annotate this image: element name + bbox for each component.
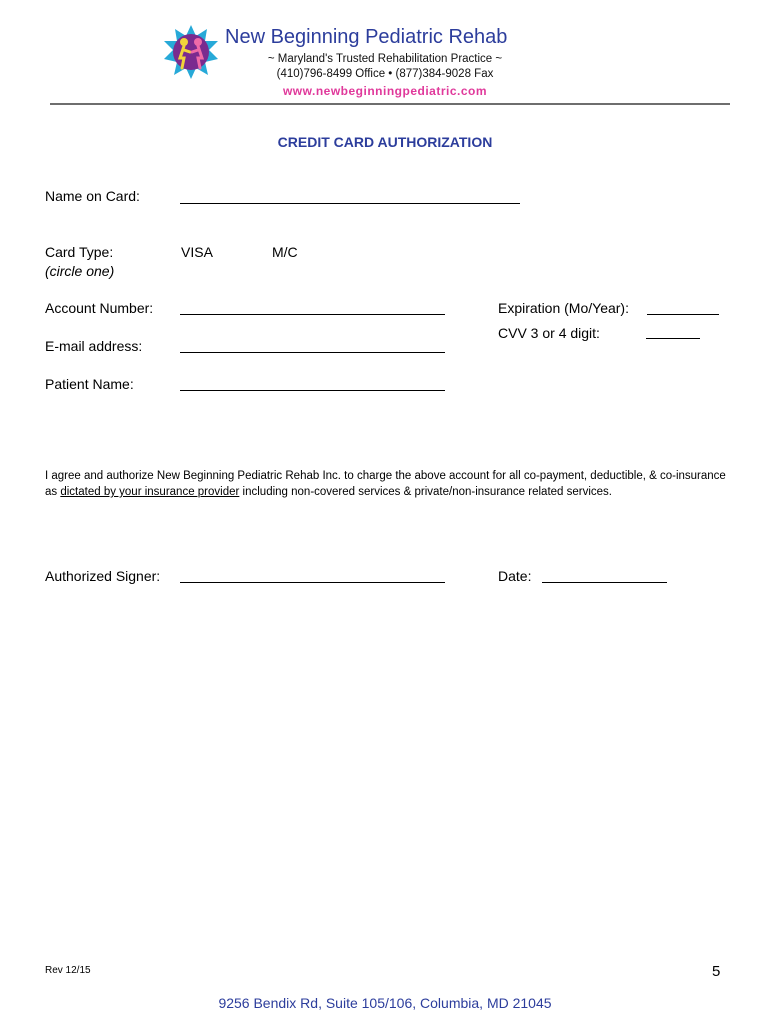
account-number-field[interactable] <box>180 314 445 315</box>
card-type-hint: (circle one) <box>45 263 115 279</box>
patient-name-label: Patient Name: <box>45 376 134 392</box>
authorization-agreement-text <box>45 468 735 500</box>
page-number: 5 <box>712 963 721 980</box>
header-divider <box>50 103 730 105</box>
org-name: New Beginning Pediatric Rehab <box>225 26 508 48</box>
expiration-label: Expiration (Mo/Year): <box>498 300 629 316</box>
date-label: Date: <box>498 568 532 584</box>
cvv-label: CVV 3 or 4 digit: <box>498 325 600 341</box>
agreement-underlined-text: dictated by your insurance provider <box>60 486 240 498</box>
date-field[interactable] <box>542 582 667 583</box>
revision-label: Rev 12/15 <box>45 965 91 976</box>
card-type-label: Card Type: <box>45 244 114 260</box>
email-field[interactable] <box>180 352 445 353</box>
org-tagline: ~ Maryland's Trusted Rehabilitation Practice ~ <box>267 53 503 65</box>
org-website-link[interactable]: www.newbeginningpediatric.com <box>282 84 488 98</box>
name-on-card-field[interactable] <box>180 203 520 204</box>
expiration-field[interactable] <box>647 314 719 315</box>
name-on-card-label: Name on Card: <box>45 188 140 204</box>
agreement-text-end: including non-covered services & private/non-insurance related services. <box>239 486 613 498</box>
patient-name-field[interactable] <box>180 390 445 391</box>
authorized-signer-field[interactable] <box>180 582 445 583</box>
email-label: E-mail address: <box>45 338 143 354</box>
agreement-text-start: I agree and authorize New Beginning Pediatric Rehab Inc. to charge the above account for all co-payment, deductible, & co-insurance as <box>45 470 726 498</box>
cvv-field[interactable] <box>646 338 700 339</box>
account-number-label: Account Number: <box>45 300 154 316</box>
authorized-signer-label: Authorized Signer: <box>45 568 161 584</box>
footer-address: 9256 Bendix Rd, Suite 105/106, Columbia, MD 21045 <box>218 995 552 1011</box>
card-option-mc[interactable]: M/C <box>272 244 298 260</box>
form-title: CREDIT CARD AUTHORIZATION <box>277 134 493 150</box>
org-phones: (410)796-8499 Office • (877)384-9028 Fax <box>276 68 494 80</box>
card-option-visa[interactable]: VISA <box>181 244 213 260</box>
